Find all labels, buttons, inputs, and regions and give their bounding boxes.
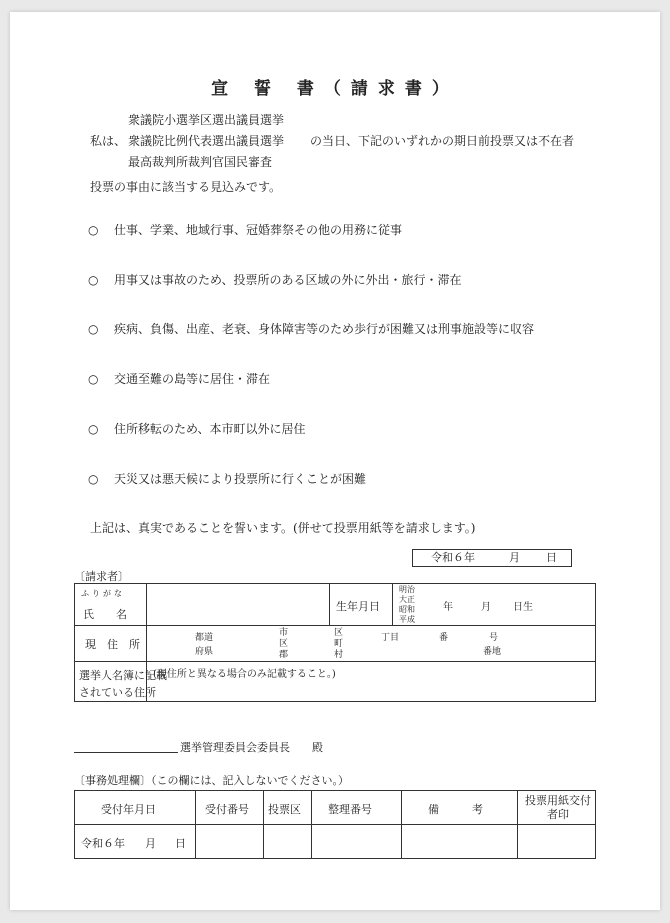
document-title: 宣 誓 書（請求書）	[211, 79, 459, 99]
option-radio[interactable]: ○	[88, 372, 99, 386]
option-text: 天災又は悪天候により投票所に行くことが困難	[114, 472, 367, 486]
municipality-blank[interactable]	[74, 752, 178, 753]
office-issuer-cell	[518, 825, 596, 859]
office-col-remarks-label: 備 考	[428, 803, 483, 816]
registry-note: (現住所と異なる場合のみ記載すること。)	[153, 669, 336, 680]
office-table	[74, 790, 596, 859]
document-page	[10, 12, 660, 910]
oath-statement: 上記は、真実であることを誓います。(併せて投票用紙等を請求します。)	[90, 521, 476, 535]
option-radio[interactable]: ○	[88, 223, 99, 237]
address-field[interactable]	[147, 626, 596, 662]
office-col-remarks	[402, 791, 518, 825]
era-heisei: 平成	[399, 615, 415, 624]
office-date-day: 日	[175, 837, 186, 850]
option-6[interactable]	[88, 470, 366, 487]
option-radio[interactable]: ○	[88, 322, 99, 336]
election-type-3: 最高裁判所裁判官国民審査	[128, 155, 273, 169]
office-col-district-label: 投票区	[268, 803, 301, 816]
office-col-receipt-label: 受付番号	[205, 803, 249, 816]
date-era: 令和６年	[431, 551, 475, 564]
addr-banchi: 番地	[483, 647, 502, 657]
office-col-date	[75, 791, 196, 825]
election-type-2: 衆議院比例代表選出議員選挙	[128, 134, 285, 148]
addr-go: 号	[489, 633, 499, 643]
option-1[interactable]	[88, 221, 402, 238]
address-label: 現 住 所	[85, 638, 140, 651]
date-month: 月	[509, 551, 520, 564]
name-label-cell	[75, 584, 147, 626]
office-col-ref	[312, 791, 402, 825]
era-taisho: 大正	[399, 595, 415, 604]
addr-fuken: 府県	[195, 647, 214, 657]
addr-ku: 区	[279, 639, 289, 649]
birth-field[interactable]	[393, 584, 596, 626]
date-day: 日	[546, 551, 557, 564]
addr-chome: 丁目	[381, 633, 400, 643]
office-col-issuer-label: 投票用紙交付者印	[525, 794, 591, 821]
office-remarks-cell	[402, 825, 518, 859]
office-col-receipt	[196, 791, 264, 825]
addr-gun: 郡	[279, 650, 289, 660]
office-receipt-cell	[196, 825, 264, 859]
birth-label-cell	[330, 584, 393, 626]
office-col-issuer	[518, 791, 596, 825]
addressee: 選挙管理委員会委員長 殿	[180, 741, 323, 754]
office-col-ref-label: 整理番号	[328, 803, 372, 816]
era-showa: 昭和	[399, 605, 415, 614]
registry-label-cell	[75, 662, 167, 702]
office-header: 〔事務処理欄〕（この欄には、記入しないでください。）	[74, 774, 349, 787]
addr-son: 村	[334, 650, 344, 660]
requester-table	[74, 583, 596, 702]
option-radio[interactable]: ○	[88, 273, 99, 287]
date-box[interactable]	[412, 549, 572, 567]
address-label-cell	[75, 626, 147, 662]
option-radio[interactable]: ○	[88, 422, 99, 436]
office-col-district	[264, 791, 312, 825]
addr-ban: 番	[439, 633, 449, 643]
registry-label-2: されている住所	[79, 686, 156, 699]
furigana-label: ふりがな	[81, 589, 125, 598]
option-text: 仕事、学業、地域行事、冠婚葬祭その他の用務に従事	[114, 223, 403, 237]
era-meiji: 明治	[399, 585, 415, 594]
office-district-cell	[264, 825, 312, 859]
registry-field[interactable]	[147, 662, 596, 702]
election-type-1: 衆議院小選挙区選出議員選挙	[128, 113, 285, 127]
option-4[interactable]	[88, 370, 270, 387]
requester-header: 〔請求者〕	[74, 570, 129, 583]
office-col-date-label: 受付年月日	[101, 803, 156, 816]
statement-end: 投票の事由に該当する見込みです。	[90, 180, 282, 194]
office-ref-cell	[312, 825, 402, 859]
office-date-era: 令和６年	[81, 837, 125, 850]
registry-label-1: 選挙人名簿に記載	[79, 669, 167, 682]
birth-month-label: 月	[481, 602, 491, 613]
name-field[interactable]	[147, 584, 330, 626]
birth-year-label: 年	[443, 602, 453, 613]
birth-day-label: 日生	[513, 602, 533, 613]
name-label: 氏 名	[83, 608, 127, 621]
option-text: 住所移転のため、本市町以外に居住	[114, 422, 306, 436]
option-text: 疾病、負傷、出産、老衰、身体障害等のため歩行が困難又は刑事施設等に収容	[114, 322, 535, 336]
birth-label: 生年月日	[336, 600, 380, 613]
addr-cho: 町	[334, 639, 344, 649]
office-date-month: 月	[145, 837, 156, 850]
office-date-cell	[75, 825, 196, 859]
addr-shi: 市	[279, 628, 289, 638]
option-text: 交通至難の島等に居住・滞在	[114, 372, 271, 386]
option-3[interactable]	[88, 320, 534, 337]
addr-todo: 都道	[195, 633, 214, 643]
statement-continued: の当日、下記のいずれかの期日前投票又は不在者	[310, 134, 575, 148]
addr-ku2: 区	[334, 628, 344, 638]
option-radio[interactable]: ○	[88, 472, 99, 486]
option-2[interactable]	[88, 271, 462, 288]
option-5[interactable]	[88, 420, 306, 437]
statement-prefix: 私は、	[90, 134, 127, 148]
option-text: 用事又は事故のため、投票所のある区域の外に外出・旅行・滞在	[114, 273, 462, 287]
